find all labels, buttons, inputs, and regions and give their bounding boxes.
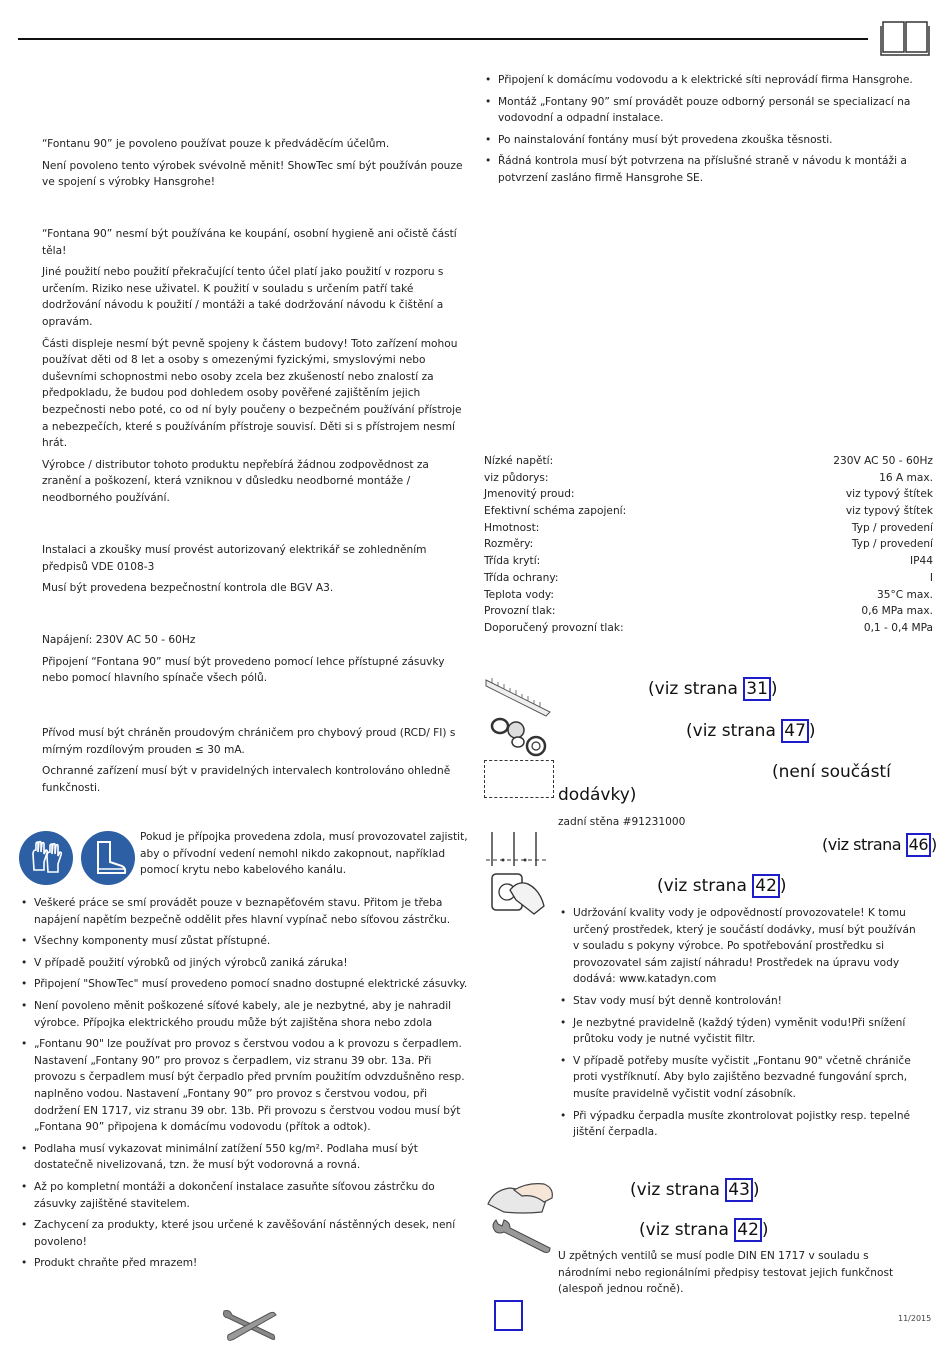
safety-para: “Fontana 90” nesmí být používána ke koupání, osobní hygieně ani očistě částí těla! <box>42 228 457 257</box>
list-item: • Není povoleno měnit poškozené síťové kabely, ale je nezbytné, aby je nahradil výrobce. Přípojka elektrického proudu může být zajištěna shora nebo zdola <box>20 998 468 1031</box>
list-item: • Připojení "ShowTec" musí provedeno pomocí snadno dostupné elektrické zásuvky. <box>20 976 468 993</box>
list-item: • Připojení k domácímu vodovodu a k elektrické síti neprovádí firma Hansgrohe. <box>484 72 932 89</box>
safety-para: Jiné použití nebo použití překračující tento účel platí jako použití v rozporu s určením. Riziko nese uživatel. K použití v souladu s určením patří také dodržování návodu k použití / montáži a také dodržování návodu k čištění a opravám. <box>42 266 444 328</box>
spec-label: Třída krytí: <box>484 555 541 568</box>
page-number-box[interactable] <box>494 1300 523 1331</box>
list-item: • Zachycení za produkty, které jsou určené k zavěšování nástěnných desek, není povoleno! <box>20 1217 468 1250</box>
page-reference <box>630 1178 760 1202</box>
gloves-icon <box>18 830 74 886</box>
spec-row <box>484 620 933 637</box>
spec-label: Jmenovitý proud: <box>484 488 575 501</box>
date-label: 11/2015 <box>898 1314 932 1323</box>
ref-suffix: ) <box>931 835 937 854</box>
ref-prefix: (viz strana <box>630 1180 726 1200</box>
spec-value: Typ / provedení <box>851 521 933 534</box>
spec-value: I <box>929 571 933 584</box>
ref-suffix: ) <box>808 721 816 741</box>
header-rule <box>18 38 868 40</box>
spec-value: viz typový štítek <box>845 488 933 501</box>
list-item: • V případě potřeby musíte vyčistit „Fontanu 90" včetně chrániče proti vystříknutí. Aby bylo zajištěno bezvadné fungování sprch, musíte pravidelně vyčistit vodní zásobník. <box>559 1053 924 1103</box>
spec-row <box>484 536 933 553</box>
back-wall-label: zadní stěna #91231000 <box>558 816 686 828</box>
spec-label: Teplota vody: <box>484 588 554 601</box>
rcd-para: Přívod musí být chráněn proudovým chráničem pro chybový proud (RCD/ FI) s mírným rozdílovým prouden ≤ 30 mA. <box>42 727 456 756</box>
hand-switch-icon <box>488 866 548 916</box>
check-valve-text: U zpětných ventilů se musí podle DIN EN 1717 v souladu s národními nebo regionálními předpisy testovat jejich funkčnost (alespoň jednou ročně). <box>558 1250 894 1296</box>
spec-row <box>484 520 933 537</box>
page-reference <box>686 719 816 743</box>
ref-suffix: ) <box>779 876 787 896</box>
power-section <box>42 632 466 692</box>
tools-icon <box>220 1305 278 1345</box>
safety-para: Části displeje nesmí být pevně spojeny k částem budovy! Toto zařízení mohou používat děti od 8 let a osoby s omezenými fyzickými, smyslovými nebo duševními schopnostmi nebo osoby zcela bez zkušeností nebo znalostí za předpokladu, že budou pod dohledem osoby pověřené zajištěním jejich bezpečnosti nebo poté, co od ní byly poučeny o bezpečném používání přístroje a nebezpečích, které s používáním přístroje souvisí. Děti si s přístrojem nesmí hrát. <box>42 337 462 450</box>
ref-prefix: (viz strana <box>657 876 753 896</box>
page-reference <box>639 1218 769 1242</box>
list-item: • Je nezbytné pravidelně (každý týden) vyměnit vodu!Při snížení průtoku vody je nutné vyčistit filtr. <box>559 1015 924 1048</box>
electric-para: Musí být provedena bezpečnostní kontrola dle BGV A3. <box>42 582 334 595</box>
page-reference <box>648 677 778 701</box>
boots-icon <box>80 830 136 886</box>
spec-value: viz typový štítek <box>845 505 933 518</box>
spec-label: Nízké napětí: <box>484 455 554 467</box>
spec-value: 35°C max. <box>877 588 933 601</box>
ref-prefix: (viz strana <box>639 1220 735 1240</box>
page-link[interactable]: 42 <box>734 1218 762 1242</box>
list-item: • Při výpadku čerpadla musíte zkontrolovat pojistky resp. tepelné jištění čerpadla. <box>559 1108 924 1141</box>
not-included-box-icon <box>484 760 554 798</box>
list-item: • Po nainstalování fontány musí být provedena zkouška těsnosti. <box>484 132 932 149</box>
list-item: • Všechny komponenty musí zůstat přístupné. <box>20 933 468 950</box>
safety-section <box>42 226 466 512</box>
safety-para: Výrobce / distributor tohoto produktu nepřebírá žádnou zodpovědnost za zranění a poškození, která vzniknou v důsledku neodborné montáže / neodborného používání. <box>42 458 429 504</box>
page-reference <box>657 874 787 898</box>
spec-row <box>484 470 933 487</box>
spec-label: Provozní tlak: <box>484 605 556 618</box>
spec-label: Efektivní schéma zapojení: <box>484 505 627 518</box>
spec-row <box>484 486 933 503</box>
power-para: Napájení: 230V AC 50 - 60Hz <box>42 634 196 646</box>
usage-para: “Fontanu 90” je povoleno používat pouze k předváděcím účelům. <box>42 138 390 150</box>
ppe-text: Pokud je přípojka provedena zdola, musí provozovatel zajistit, aby o přívodní vedení nemohl nikdo zakopnout, například pomocí krytu nebo kabelového kanálu. <box>140 831 468 877</box>
list-item: • Produkt chraňte před mrazem! <box>20 1255 468 1272</box>
cleaning-cloth-icon <box>484 1178 556 1218</box>
list-item: • Řádná kontrola musí být potvrzena na příslušné straně v návodu k montáži a potvrzení zasláno firmě Hansgrohe SE. <box>484 153 932 186</box>
usage-para: Není povoleno tento výrobek svévolně měnit! ShowTec smí být používán pouze ve spojení s výrobky Hansgrohe! <box>42 159 463 189</box>
list-item: • Až po kompletní montáži a dokončení instalace zasuňte síťovou zástrčku do zásuvky zajištěné stavitelem. <box>20 1179 468 1212</box>
fittings-icon <box>490 712 550 758</box>
spec-value: 16 A max. <box>879 471 933 484</box>
spec-row <box>484 587 933 604</box>
rcd-para: Ochranné zařízení musí být v pravidelných intervalech kontrolováno ohledně funkčnosti. <box>42 765 451 794</box>
page-reference <box>822 833 937 857</box>
spec-value: 0,6 MPa max. <box>861 605 933 618</box>
spec-row <box>484 503 933 520</box>
spec-label: viz půdorys: <box>484 471 549 484</box>
list-item: • V případě použití výrobků od jiných výrobců zaniká záruka! <box>20 955 468 972</box>
ref-suffix: ) <box>770 679 778 699</box>
spec-label: Hmotnost: <box>484 521 540 534</box>
page-link[interactable]: 42 <box>752 874 780 898</box>
page-link[interactable]: 47 <box>781 719 809 743</box>
list-item: • Podlaha musí vykazovat minimální zatížení 550 kg/m². Podlaha musí být dostatečně nivelizovaná, tzn. že musí být vodorovná a rovná. <box>20 1141 468 1174</box>
ref-prefix: (viz strana <box>822 835 906 854</box>
spec-row <box>484 553 933 570</box>
power-para: Připojení “Fontana 90” musí být provedeno pomocí lehce přístupné zásuvky nebo pomocí hlavního spínače všech pólů. <box>42 655 445 685</box>
list-item: • Veškeré práce se smí provádět pouze v beznapěťovém stavu. Přitom je třeba napájení napětím bezpečně oddělit přes hlavní vypínač nebo síťovou zástrčku. <box>20 895 468 928</box>
book-icon <box>880 18 930 56</box>
spec-value: Typ / provedení <box>851 538 933 551</box>
list-item: • Stav vody musí být denně kontrolován! <box>559 993 924 1010</box>
list-item: • „Fontanu 90" lze používat pro provoz s čerstvou vodou a k provozu s čerpadlem. Nastavení „Fontany 90” pro provoz s čerpadlem, viz stranu 39 obr. 13a. Při provozu s čerpadlem musí být čerpadlo před prvním použitím odvzdušněno resp. naplněno vodou. Nastavení „Fontany 90” pro provoz s čerstvou vodou, při dodržení EN 1717, viz stranu 39 obr. 13b. Při provozu s čerstvou vodou musí být „Fontana 90” připojena k domácímu vodovodu (přítok a odtok). <box>20 1036 468 1136</box>
right-top-bullets <box>484 72 932 192</box>
maintenance-bullets <box>559 905 924 1146</box>
spec-label: Třída ochrany: <box>484 571 559 584</box>
spec-value: IP44 <box>910 555 933 568</box>
electric-section <box>42 542 466 602</box>
spec-row <box>484 570 933 587</box>
spec-value: 230V AC 50 - 60Hz <box>833 455 933 467</box>
spec-row <box>484 603 933 620</box>
ref-suffix: ) <box>761 1220 769 1240</box>
spec-row <box>484 453 933 470</box>
spec-label: Rozměry: <box>484 538 534 551</box>
list-item: • Udržování kvality vody je odpovědností provozovatele! K tomu určený prostředek, který je součástí dodávky, musí být používán v souladu s pokyny výrobce. Po spotřebování prostředku si provozovatel sám zajistí náhradu! Prostředek na úpravu vody dodává: www.katadyn.com <box>559 905 924 988</box>
not-included-label-cont: dodávky) <box>558 785 637 805</box>
ref-prefix: (viz strana <box>686 721 782 741</box>
wall-frame-icon <box>484 830 550 868</box>
ref-prefix: (viz strana <box>648 679 744 699</box>
list-item: • Montáž „Fontany 90” smí provádět pouze odborný personál se specializací na vodovodní a odpadní instalace. <box>484 94 932 127</box>
page-link[interactable]: 31 <box>743 677 771 701</box>
usage-section <box>42 136 466 196</box>
electric-para: Instalaci a zkoušky musí provést autorizovaný elektrikář se zohledněním předpisů VDE 0108-3 <box>42 544 427 573</box>
left-bullets <box>20 895 468 1277</box>
spec-value: 0,1 - 0,4 MPa <box>863 621 933 634</box>
not-included-label: (není součástí <box>772 762 891 782</box>
page-link[interactable]: 46 <box>906 833 931 857</box>
page-link[interactable]: 43 <box>725 1178 753 1202</box>
ref-suffix: ) <box>752 1180 760 1200</box>
spec-label: Doporučený provozní tlak: <box>484 621 624 634</box>
rcd-section <box>42 725 466 801</box>
specs-table <box>484 453 933 637</box>
wrench-icon <box>490 1216 554 1256</box>
